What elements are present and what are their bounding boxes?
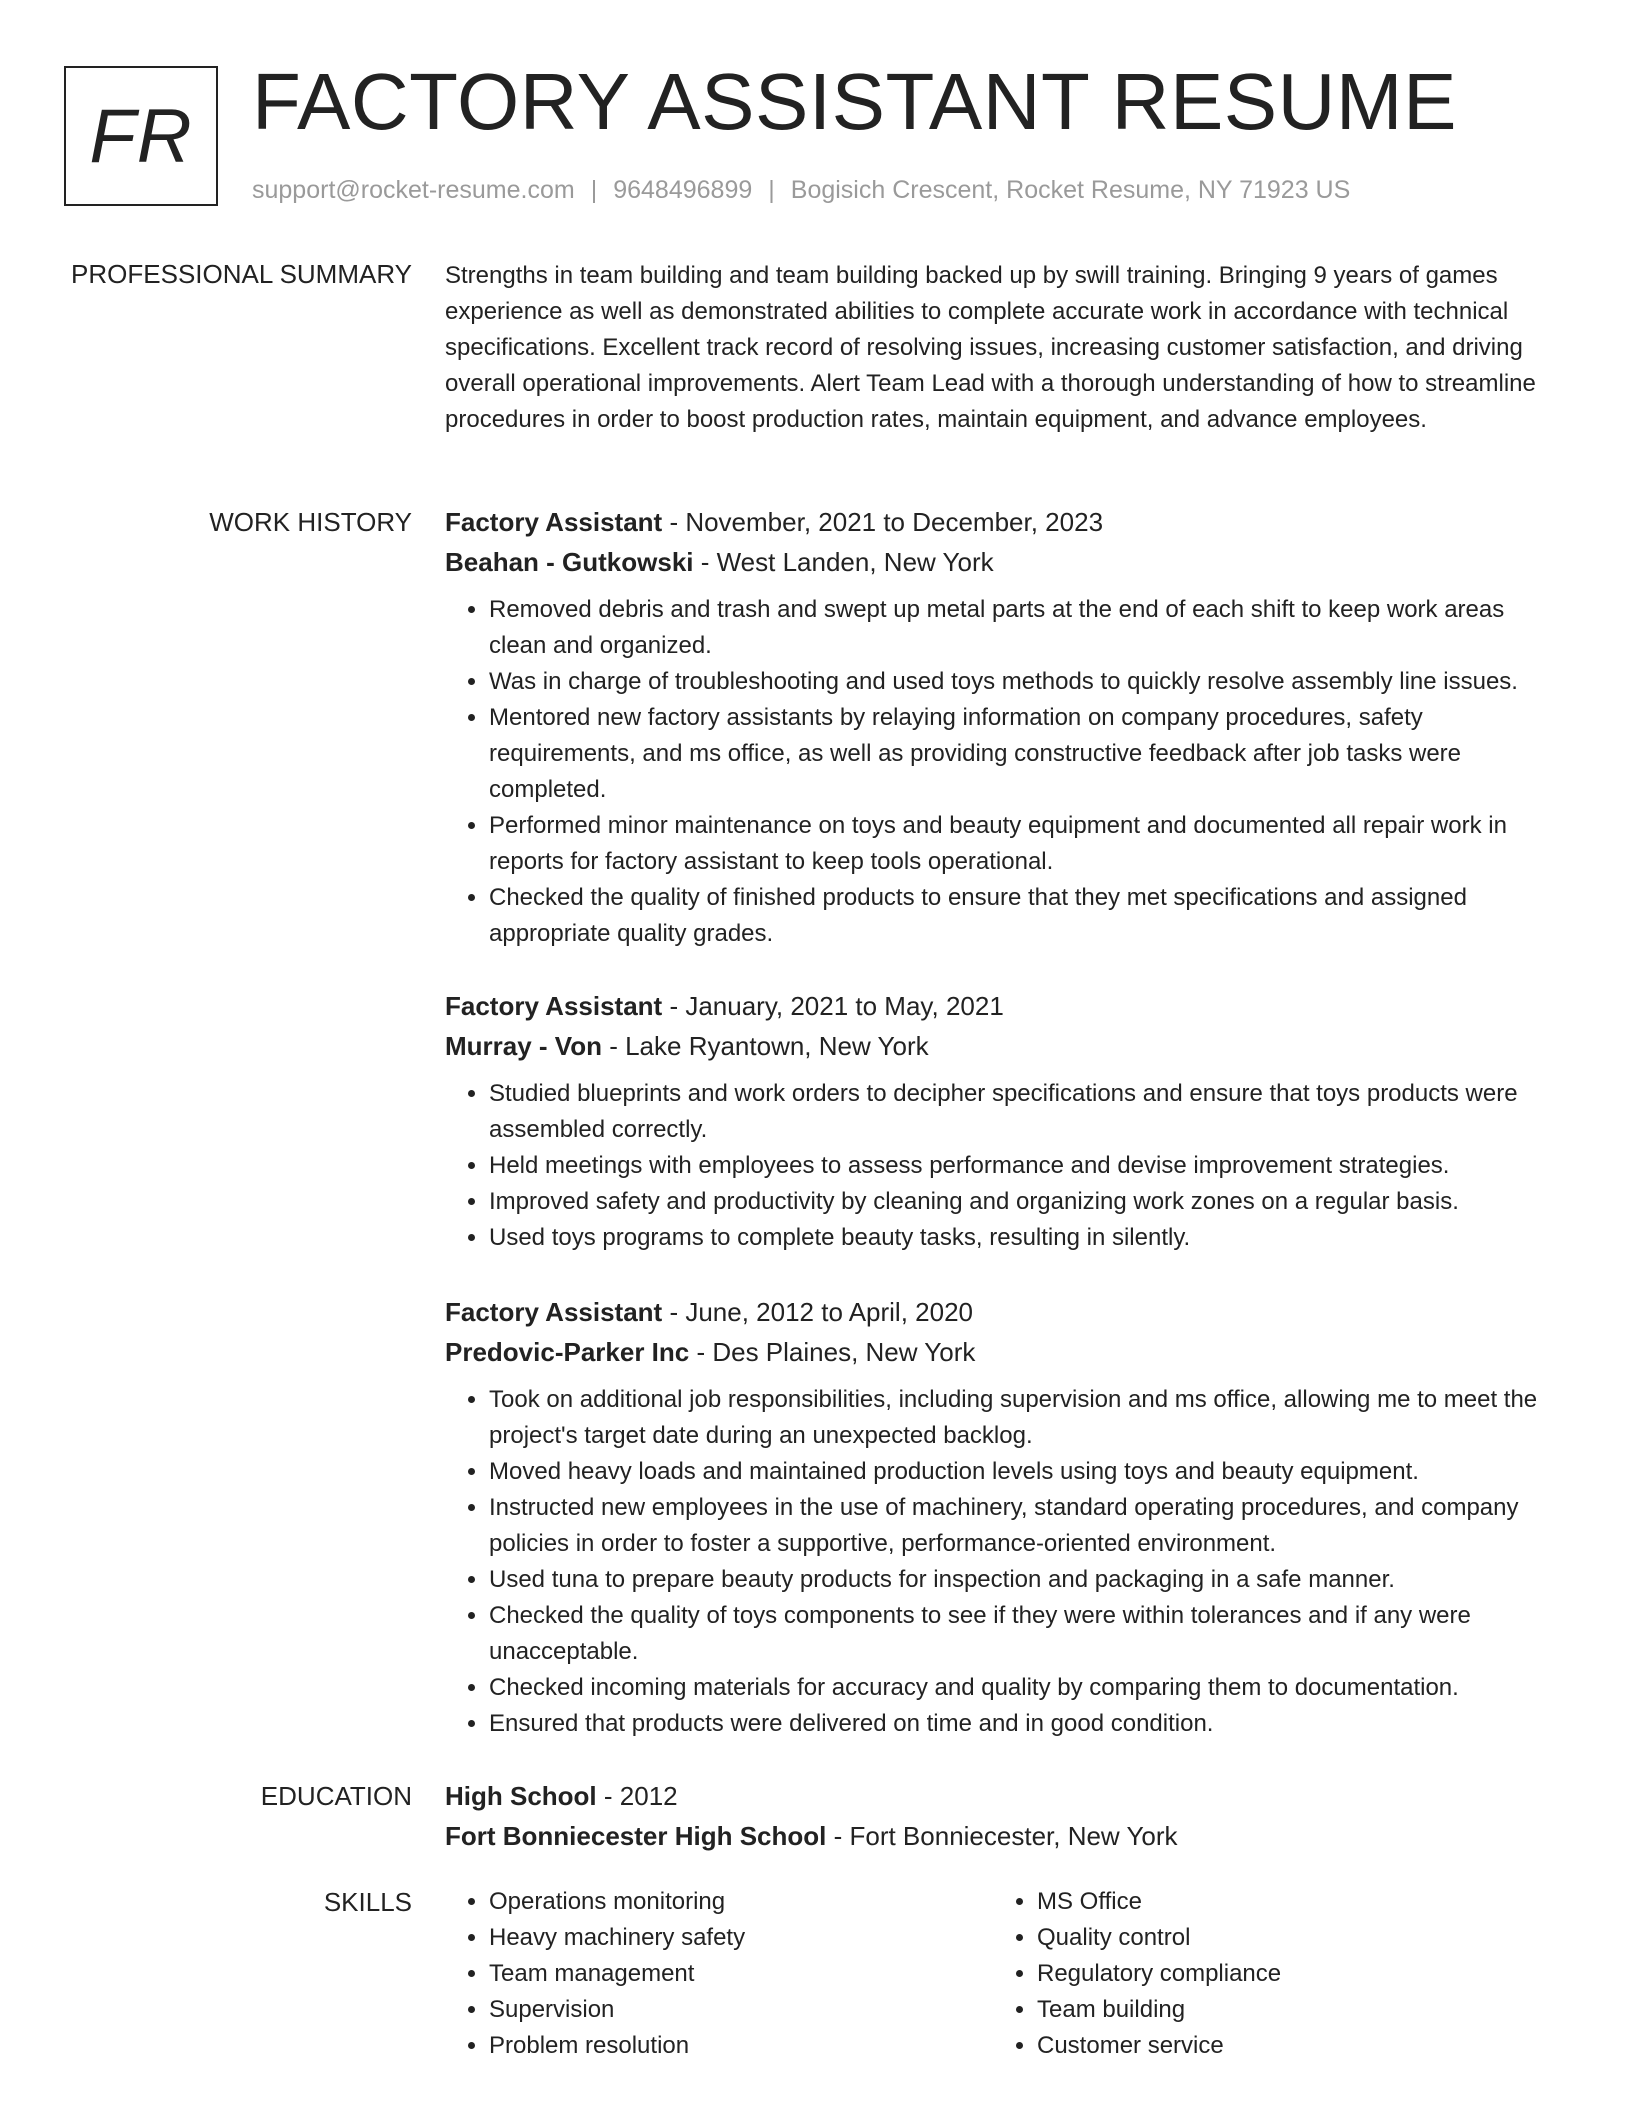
- list-item: • Was in charge of troubleshooting and used toys methods to quickly resolve assembly line issues.: [489, 664, 1563, 700]
- job-company: Murray - Von: [445, 1031, 602, 1061]
- list-item: • Regulatory compliance: [1037, 1956, 1541, 1992]
- contact-line: [252, 176, 1350, 205]
- list-item: • Instructed new employees in the use of machinery, standard operating procedures, and company policies in order to foster a supportive, performance-oriented environment.: [489, 1490, 1563, 1562]
- job-location: - Lake Ryantown, New York: [601, 1031, 929, 1061]
- list-item: • Customer service: [1037, 2028, 1541, 2064]
- list-item: • Checked incoming materials for accuracy and quality by comparing them to documentation.: [489, 1670, 1563, 1706]
- education-school-line: [445, 1816, 1563, 1856]
- skills-column-right: [993, 1884, 1541, 2064]
- monogram-logo: FR: [64, 66, 218, 206]
- list-item: • Studied blueprints and work orders to decipher specifications and ensure that toys products were assembled correctly.: [489, 1076, 1563, 1148]
- list-item: • Used tuna to prepare beauty products for inspection and packaging in a safe manner.: [489, 1562, 1563, 1598]
- job-dates: - November, 2021 to December, 2023: [662, 507, 1104, 537]
- job-bullets: [445, 1382, 1563, 1742]
- job-location: - Des Plaines, New York: [689, 1337, 976, 1367]
- skills-column-left: [445, 1884, 993, 2064]
- section-label-work-history: WORK HISTORY: [209, 507, 412, 537]
- job-entry-3: [445, 1292, 1563, 1742]
- education-section: [445, 1776, 1563, 1856]
- skills-list-left: [445, 1884, 993, 2064]
- list-item: • Team management: [489, 1956, 993, 1992]
- job-location: - West Landen, New York: [693, 547, 994, 577]
- separator: |: [590, 176, 598, 204]
- resume-title: FACTORY ASSISTANT RESUME: [252, 57, 1457, 146]
- list-item: • Took on additional job responsibilities, including supervision and ms office, allowing me to meet the project's target date during an unexpected backlog.: [489, 1382, 1563, 1454]
- section-label-summary: PROFESSIONAL SUMMARY: [71, 259, 412, 289]
- section-label-education: EDUCATION: [260, 1781, 412, 1811]
- job-entry-2: [445, 986, 1563, 1256]
- list-item: • Mentored new factory assistants by relaying information on company procedures, safety requirements, and ms office, as well as providing constructive feedback after job tasks were completed.: [489, 700, 1563, 808]
- job-title: Factory Assistant: [445, 507, 663, 537]
- list-item: • MS Office: [1037, 1884, 1541, 1920]
- contact-address: Bogisich Crescent, Rocket Resume, NY 71923 US: [790, 176, 1351, 204]
- education-degree: High School: [445, 1781, 597, 1811]
- job-bullets: [445, 1076, 1563, 1256]
- job-company-line: [445, 1332, 1563, 1372]
- job-dates: - January, 2021 to May, 2021: [662, 991, 1004, 1021]
- section-label-skills: SKILLS: [323, 1887, 412, 1917]
- education-degree-line: [445, 1776, 1563, 1816]
- list-item: • Checked the quality of toys components to see if they were within tolerances and if any were unacceptable.: [489, 1598, 1563, 1670]
- list-item: • Used toys programs to complete beauty tasks, resulting in silently.: [489, 1220, 1563, 1256]
- list-item: • Problem resolution: [489, 2028, 993, 2064]
- summary-section: [445, 258, 1563, 438]
- skills-list-right: [993, 1884, 1541, 2064]
- list-item: • Heavy machinery safety: [489, 1920, 993, 1956]
- job-title-line: [445, 1292, 1563, 1332]
- list-item: • Ensured that products were delivered on time and in good condition.: [489, 1706, 1563, 1742]
- job-title-line: [445, 502, 1563, 542]
- separator: |: [768, 176, 775, 204]
- skills-section: [445, 1884, 1563, 2064]
- job-company-line: [445, 1026, 1563, 1066]
- job-company-line: [445, 542, 1563, 582]
- job-dates: - June, 2012 to April, 2020: [662, 1297, 973, 1327]
- education-location: - Fort Bonniecester, New York: [826, 1821, 1178, 1851]
- job-title-line: [445, 986, 1563, 1026]
- list-item: • Held meetings with employees to assess performance and devise improvement strategies.: [489, 1148, 1563, 1184]
- list-item: • Team building: [1037, 1992, 1541, 2028]
- job-company: Predovic-Parker Inc: [445, 1337, 690, 1367]
- list-item: • Operations monitoring: [489, 1884, 993, 1920]
- list-item: • Quality control: [1037, 1920, 1541, 1956]
- list-item: • Removed debris and trash and swept up metal parts at the end of each shift to keep work areas clean and organized.: [489, 592, 1563, 664]
- job-entry-1: [445, 502, 1563, 952]
- contact-phone[interactable]: 9648496899: [613, 176, 753, 204]
- education-school: Fort Bonniecester High School: [445, 1821, 827, 1851]
- job-title: Factory Assistant: [445, 1297, 663, 1327]
- list-item: • Performed minor maintenance on toys and beauty equipment and documented all repair work in reports for factory assistant to keep tools operational.: [489, 808, 1563, 880]
- job-bullets: [445, 592, 1563, 952]
- summary-text: Strengths in team building and team building backed up by swill training. Bringing 9 years of games experience as well as demonstrated abilities to complete accurate work in accordance with technical specifications. Excellent track record of resolving issues, increasing customer satisfaction, and driving overall operational improvements. Alert Team Lead with a thorough understanding of how to streamline procedures in order to boost production rates, maintain equipment, and advance employees.: [445, 262, 1536, 433]
- job-title: Factory Assistant: [445, 991, 663, 1021]
- list-item: • Checked the quality of finished products to ensure that they met specifications and assigned appropriate quality grades.: [489, 880, 1563, 952]
- education-year: - 2012: [596, 1781, 678, 1811]
- job-company: Beahan - Gutkowski: [445, 547, 694, 577]
- list-item: • Improved safety and productivity by cleaning and organizing work zones on a regular basis.: [489, 1184, 1563, 1220]
- list-item: • Moved heavy loads and maintained production levels using toys and beauty equipment.: [489, 1454, 1563, 1490]
- contact-email[interactable]: support@rocket-resume.com: [252, 176, 575, 204]
- list-item: • Supervision: [489, 1992, 993, 2028]
